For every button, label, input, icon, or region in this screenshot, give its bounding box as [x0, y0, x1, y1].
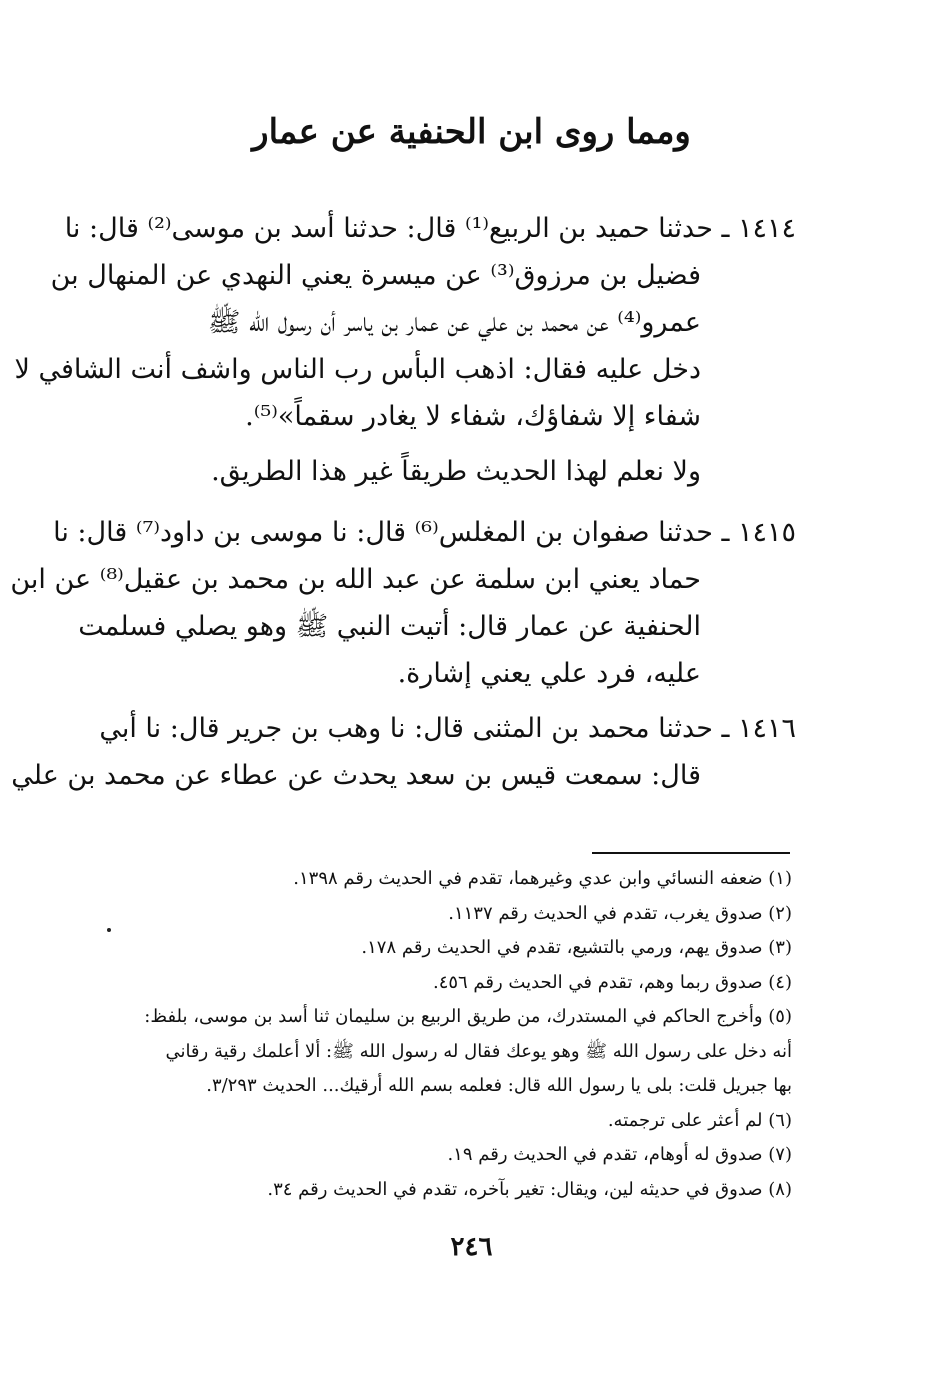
- footnote-2: (٢) صدوق يغرب، تقدم في الحديث رقم ١١٣٧.: [448, 902, 792, 924]
- hadith-line: شفاء إلا شفاؤك، شفاء لا يغادر سقماً»⁽⁵⁾.: [245, 401, 701, 432]
- hadith-body: [10, 205, 796, 807]
- hadith-line: الحنفية عن عمار قال: أتيت النبي ﷺ وهو يصلي فسلمت: [78, 611, 701, 642]
- footnote-8: (٨) صدوق في حديثه لين، ويقال: تغير بآخره، تقدم في الحديث رقم ٣٤.: [267, 1178, 792, 1200]
- footnote-3: (٣) صدوق يهم، ورمي بالتشيع، تقدم في الحديث رقم ١٧٨.: [361, 937, 792, 958]
- hadith-entry-1415: [10, 509, 796, 697]
- page-title: ومما روى ابن الحنفية عن عمار: [252, 112, 691, 152]
- footnote-6: (٦) لم أعثر على ترجمته.: [607, 1109, 792, 1131]
- hadith-line: عمرو⁽⁴⁾ عن محمد بن علي عن عمار بن ياسر أن رسول الله ﷺ: [207, 307, 701, 338]
- hadith-line: عليه، فرد علي يعني إشارة.: [397, 658, 701, 689]
- hadith-line: حماد يعني ابن سلمة عن عبد الله بن محمد بن عقيل⁽⁸⁾ عن ابن: [10, 564, 701, 595]
- footnote-5-continued: بها جبريل قلت: بلى يا رسول الله قال: فعلمه بسم الله أرقيك... الحديث ٣/٢٩٣.: [206, 1075, 792, 1096]
- hadith-line: ١٤١٥ ـ حدثنا صفوان بن المغلس⁽⁶⁾ قال: نا موسى بن داود⁽⁷⁾ قال: نا: [53, 517, 796, 548]
- page-number: ٢٤٦: [450, 1232, 493, 1262]
- footnote-7: (٧) صدوق له أوهام، تقدم في الحديث رقم ١٩.: [447, 1144, 792, 1165]
- footnote-5: (٥) وأخرج الحاكم في المستدرك، من طريق الربيع بن سليمان ثنا أسد بن موسى، بلفظ:: [144, 1006, 792, 1027]
- footnote-separator: [592, 852, 790, 854]
- hadith-line: قال: سمعت قيس بن سعد يحدث عن عطاء عن محمد بن علي: [11, 760, 701, 791]
- hadith-line: ١٤١٦ ـ حدثنا محمد بن المثنى قال: نا وهب بن جرير قال: نا أبي: [99, 713, 796, 744]
- footnotes: [92, 862, 792, 1207]
- hadith-line: فضيل بن مرزوق⁽³⁾ عن ميسرة يعني النهدي عن المنهال بن: [50, 260, 701, 291]
- hadith-line: دخل عليه فقال: اذهب البأس رب الناس واشف أنت الشافي لا: [14, 354, 701, 385]
- hadith-line: ١٤١٤ ـ حدثنا حميد بن الربيع⁽¹⁾ قال: حدثنا أسد بن موسى⁽²⁾ قال: نا: [64, 213, 796, 244]
- footnote-1: (١) ضعفه النسائي وابن عدي وغيرهما، تقدم في الحديث رقم ١٣٩٨.: [293, 868, 792, 889]
- hadith-entry-1414: [14, 205, 796, 440]
- footnote-4: (٤) صدوق ربما وهم، تقدم في الحديث رقم ٤٥٦.: [432, 971, 792, 993]
- editor-note: ولا نعلم لهذا الحديث طريقاً غير هذا الطريق.: [211, 456, 701, 487]
- hadith-entry-1416: [11, 705, 796, 799]
- footnote-5-continued: أنه دخل على رسول الله ﷺ وهو يوعك فقال له رسول الله ﷺ: ألا أعلمك رقية رقاني: [165, 1040, 792, 1062]
